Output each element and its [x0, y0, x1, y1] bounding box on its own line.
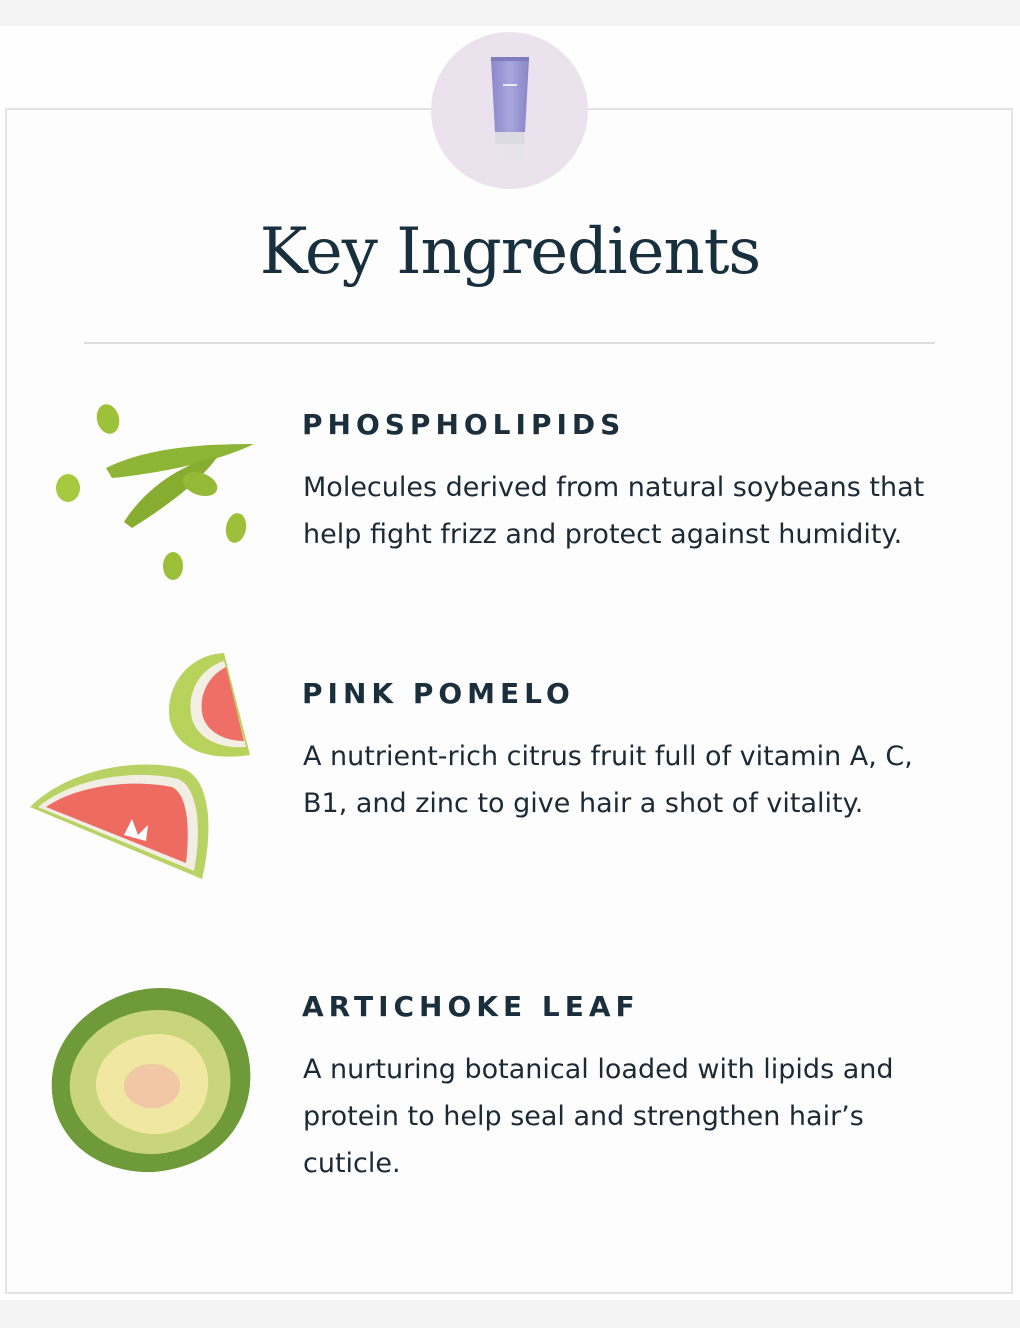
- page-title: Key Ingredients: [259, 215, 761, 289]
- bottom-band: [0, 1300, 1020, 1328]
- ingredient-name: ARTICHOKE LEAF: [302, 990, 640, 1023]
- pomelo-slices-icon: [28, 649, 258, 911]
- artichoke-half-icon: [40, 982, 260, 1182]
- ingredient-description: A nurturing botanical loaded with lipids and protein to help seal and strengthen hair’s cuticle.: [303, 1054, 894, 1179]
- lavender-tube-icon: [431, 32, 588, 189]
- product-circle: [431, 32, 588, 189]
- soybean-pods-icon: [40, 402, 270, 592]
- ingredient-name: PINK POMELO: [302, 677, 575, 710]
- ingredient-name: PHOSPHOLIPIDS: [302, 408, 626, 441]
- title-divider: [84, 342, 935, 344]
- ingredient-description: Molecules derived from natural soybeans that help fight frizz and protect against humidity.: [303, 472, 925, 550]
- top-band: [0, 0, 1020, 26]
- ingredient-description: A nutrient-rich citrus fruit full of vitamin A, C, B1, and zinc to give hair a shot of vitality.: [303, 741, 913, 819]
